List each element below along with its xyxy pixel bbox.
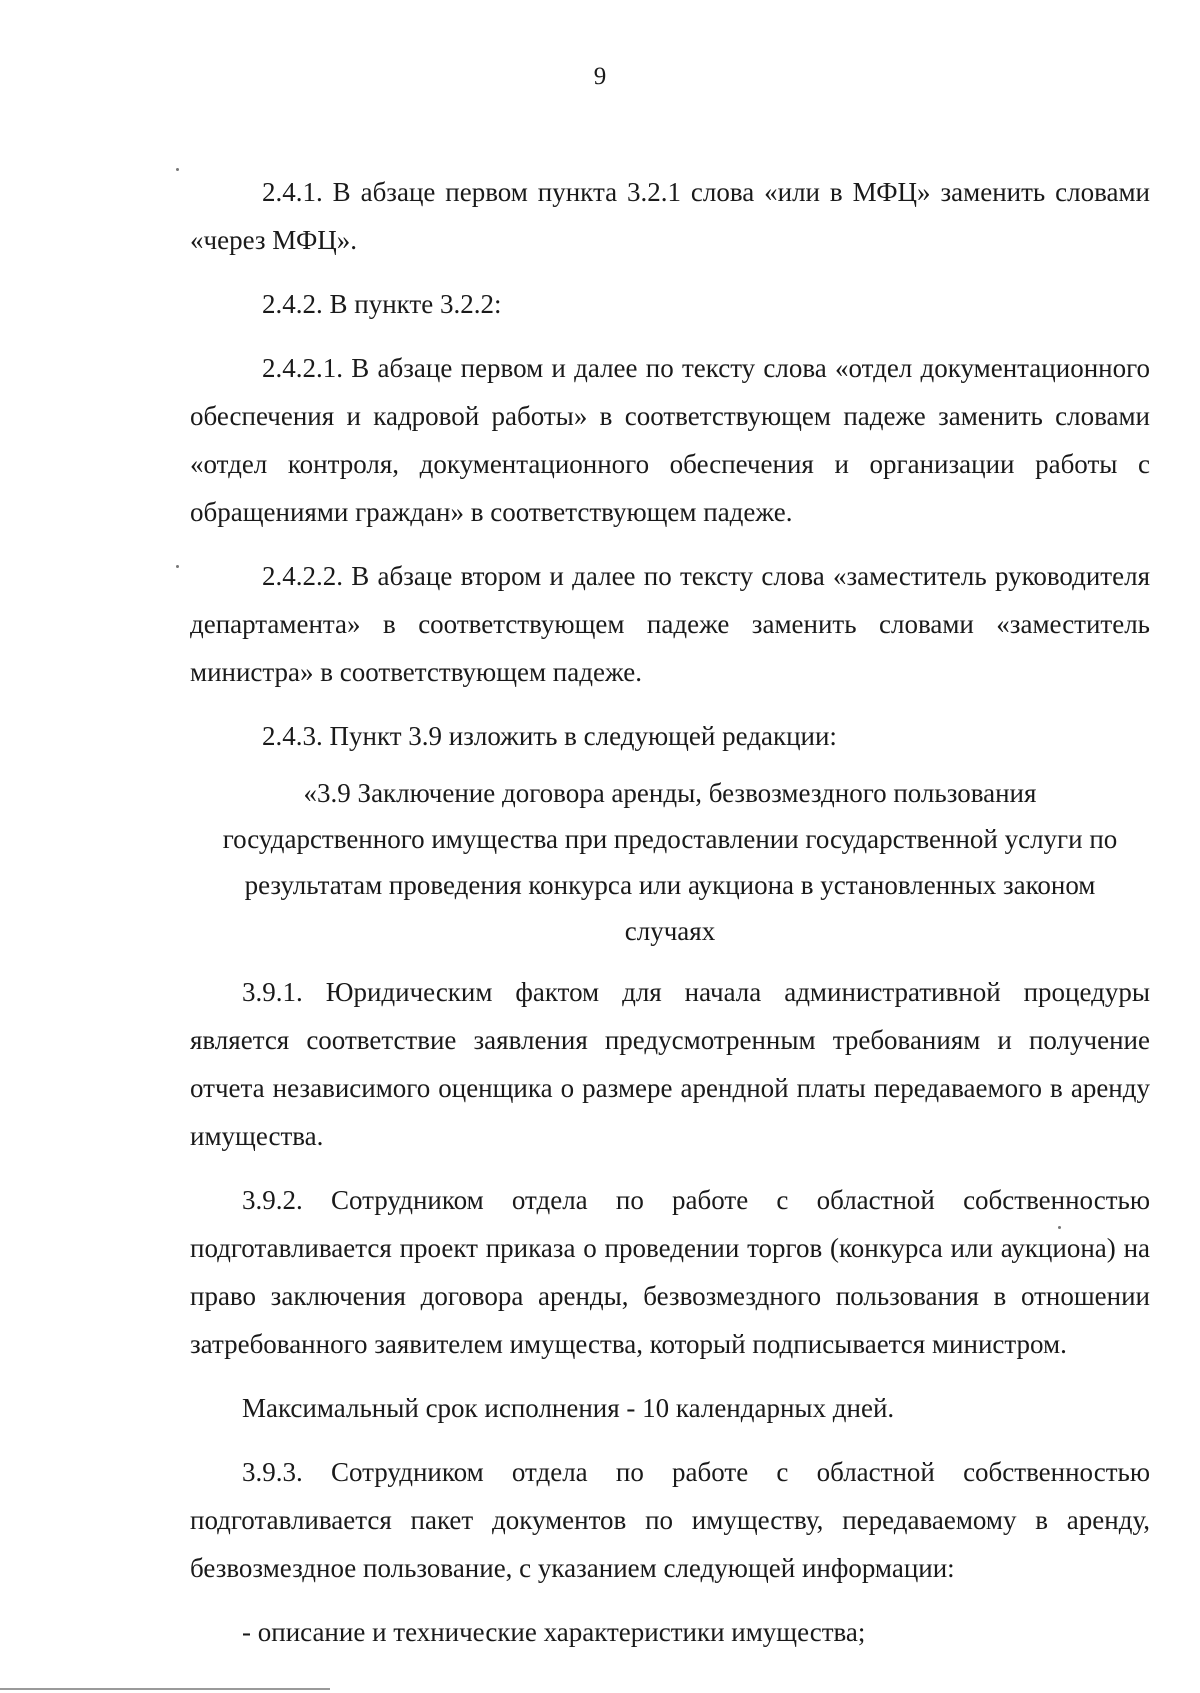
scan-speck bbox=[176, 565, 179, 568]
heading-line: результатам проведения конкурса или аукциона в установленных законом bbox=[244, 870, 1096, 900]
heading-line: случаях bbox=[624, 916, 716, 946]
paragraph-3-9-1: 3.9.1. Юридическим фактом для начала административной процедуры является соответствие заявления предусмотренным требованиям и получение отчета независимого оценщика о размере арендной платы передаваемого в аренду имущества. bbox=[190, 977, 1150, 1151]
paragraph-3-9-3: 3.9.3. Сотрудником отдела по работе с областной собственностью подготавливается пакет документов по имуществу, передаваемому в аренду, безвозмездное пользование, с указанием следующей информации: bbox=[190, 1457, 1150, 1583]
paragraph-2-4-2-1: 2.4.2.1. В абзаце первом и далее по тексту слова «отдел документационного обеспечения и кадровой работы» в соответствующем падеже заменить словами «отдел контроля, документационного обеспечения и организации работы с обращениями граждан» в соответствующем падеже. bbox=[190, 353, 1150, 527]
page-number: 9 bbox=[593, 63, 607, 90]
scan-speck bbox=[176, 168, 179, 171]
paragraph-max-term: Максимальный срок исполнения - 10 календарных дней. bbox=[242, 1393, 895, 1423]
document-body bbox=[190, 168, 1150, 1672]
paragraph-2-4-2-2: 2.4.2.2. В абзаце втором и далее по тексту слова «заместитель руководителя департамента» в соответствующем падеже заменить словами «заместитель министра» в соответствующем падеже. bbox=[190, 561, 1150, 687]
heading-line: государственного имущества при предоставлении государственной услуги по bbox=[222, 824, 1118, 854]
paragraph-2-4-1: 2.4.1. В абзаце первом пункта 3.2.1 слова «или в МФЦ» заменить словами «через МФЦ». bbox=[190, 177, 1150, 255]
heading-line: «3.9 Заключение договора аренды, безвозмездного пользования bbox=[303, 778, 1037, 808]
paragraph-2-4-2: 2.4.2. В пункте 3.2.2: bbox=[262, 289, 502, 319]
paragraph-3-9-2: 3.9.2. Сотрудником отдела по работе с областной собственностью подготавливается проект приказа о проведении торгов (конкурса или аукциона) на право заключения договора аренды, безвозмездного пользования в отношении затребованного заявителем имущества, который подписывается министром. bbox=[190, 1185, 1150, 1359]
list-item-description: - описание и технические характеристики имущества; bbox=[242, 1617, 866, 1647]
bottom-edge-line bbox=[0, 1688, 330, 1690]
scan-speck bbox=[1058, 1226, 1061, 1229]
paragraph-2-4-3: 2.4.3. Пункт 3.9 изложить в следующей редакции: bbox=[262, 721, 837, 751]
section-3-9-heading bbox=[190, 770, 1150, 954]
